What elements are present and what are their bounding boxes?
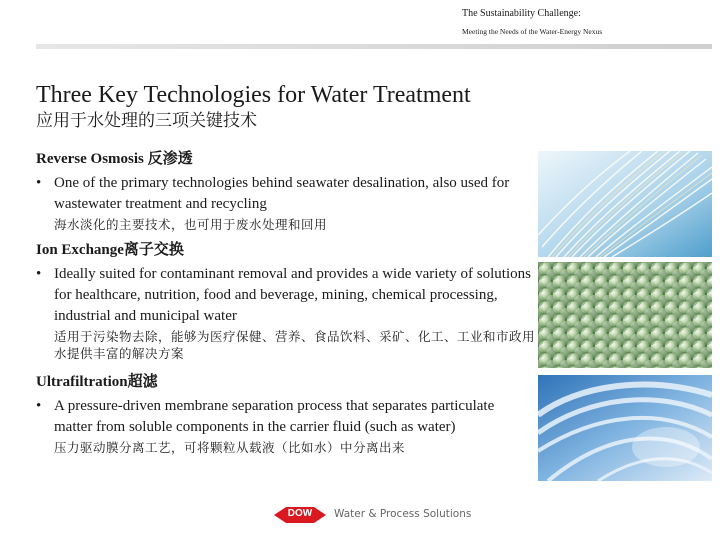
- series-title: The Sustainability Challenge:: [462, 8, 581, 19]
- slide-title: Three Key Technologies for Water Treatment: [36, 82, 471, 108]
- section-cn-text: 海水淡化的主要技术，也可用于废水处理和回用: [54, 217, 328, 232]
- section-bullet: [36, 173, 536, 215]
- bullet-dot: •: [36, 175, 42, 191]
- series-subtitle: Meeting the Needs of the Water-Energy Nexus: [462, 27, 603, 36]
- section-ion-exchange: [36, 240, 536, 362]
- section-ultrafiltration: [36, 372, 536, 456]
- section-title: Ultrafiltration超滤: [36, 374, 158, 390]
- slide-subtitle-cn: 应用于水处理的三项关键技术: [36, 111, 257, 131]
- section-title: Reverse Osmosis 反渗透: [36, 151, 193, 167]
- bullet-text: Ideally suited for contaminant removal and provides a wide variety of solutions for healthcare, nutrition, food and beverage, mining, chemical processing, industrial and municipal water: [54, 266, 531, 324]
- section-cn-text: 压力驱动膜分离工艺，可将颗粒从载液（比如水）中分离出来: [54, 440, 406, 455]
- section-reverse-osmosis: [36, 149, 536, 233]
- bullet-dot: •: [36, 398, 42, 414]
- reverse-osmosis-fibers-image: [538, 151, 712, 257]
- header: [462, 8, 712, 37]
- bullet-text: One of the primary technologies behind seawater desalination, also used for wastewater treatment and recycling: [54, 175, 510, 212]
- section-bullet: [36, 396, 536, 438]
- ultrafiltration-membrane-image: [538, 375, 712, 481]
- bullet-dot: •: [36, 266, 42, 282]
- ion-exchange-beads-image: [538, 262, 712, 368]
- header-divider: [36, 44, 712, 49]
- section-cn-text: 适用于污染物去除，能够为医疗保健、营养、食品饮料、采矿、化工、工业和市政用水提供丰富的解决方案: [54, 329, 536, 361]
- dow-logo-text: DOW: [287, 508, 313, 519]
- bullet-text: A pressure-driven membrane separation process that separates particulate matter from soluble components in the carrier fluid (such as water): [54, 398, 495, 435]
- section-bullet: [36, 264, 536, 327]
- footer-text: Water & Process Solutions: [334, 508, 472, 520]
- section-title: Ion Exchange离子交换: [36, 242, 184, 258]
